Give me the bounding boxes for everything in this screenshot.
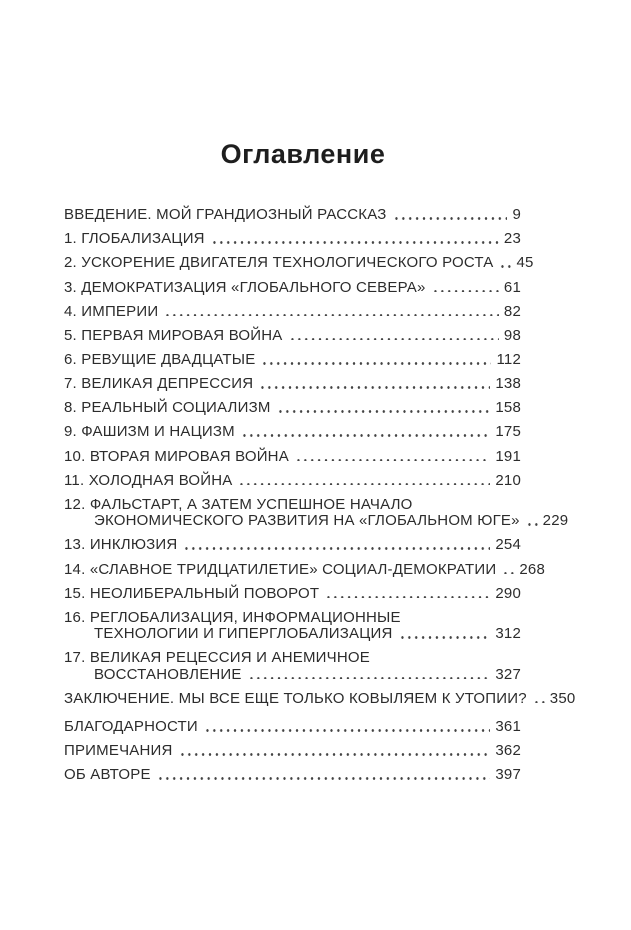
toc-list: [64, 199, 576, 784]
toc-entry: [64, 296, 521, 320]
toc-entry-label: 15. НЕОЛИБЕРАЛЬНЫЙ ПОВОРОТ: [64, 584, 320, 602]
toc-page-number: 158: [495, 399, 521, 417]
toc-entry: [64, 735, 521, 759]
toc-entry-line: [64, 553, 545, 578]
toc-entry: [64, 392, 521, 416]
toc-entry-line: [64, 199, 521, 223]
toc-page-number: 23: [503, 230, 521, 248]
toc-entry-line: [64, 247, 534, 272]
toc-leader-dots: [204, 729, 491, 732]
toc-entry-label: 12. ФАЛЬСТАРТ, А ЗАТЕМ УСПЕШНОЕ НАЧАЛО: [64, 495, 413, 513]
toc-entry-line: [64, 578, 521, 602]
toc-entry: [64, 529, 521, 553]
toc-leader-dots: [399, 636, 491, 639]
toc-leader-dots: [179, 753, 491, 756]
toc-page-number: 175: [495, 423, 521, 441]
toc-entry-label: ВВЕДЕНИЕ. МОЙ ГРАНДИОЗНЫЙ РАССКАЗ: [64, 206, 387, 224]
toc-entry: [64, 707, 521, 735]
toc-entry-label: 9. ФАШИЗМ И НАЦИЗМ: [64, 423, 235, 441]
toc-entry: [64, 344, 521, 368]
toc-leader-dots: [432, 290, 499, 293]
toc-entry-line: [64, 465, 521, 489]
toc-entry-label: 10. ВТОРАЯ МИРОВАЯ ВОЙНА: [64, 447, 289, 465]
toc-entry-label: ВОССТАНОВЛЕНИЕ: [94, 665, 242, 683]
toc-leader-dots: [261, 362, 491, 365]
toc-entry-line: [64, 271, 521, 295]
toc-page-number: 350: [549, 689, 576, 707]
toc-entry-label: 6. РЕВУЩИЕ ДВАДЦАТЫЕ: [64, 350, 256, 368]
toc-leader-dots: [157, 777, 491, 780]
toc-entry: [64, 247, 534, 272]
toc-leader-dots: [259, 386, 490, 389]
toc-page-number: 112: [496, 350, 521, 368]
toc-page-number: 312: [495, 625, 521, 643]
toc-entry-label: ПРИМЕЧАНИЯ: [64, 742, 173, 760]
toc-leader-dots: [526, 523, 538, 526]
toc-entry-label: 4. ИМПЕРИИ: [64, 302, 159, 320]
toc-leader-dots: [325, 596, 490, 599]
toc-entry: [64, 223, 521, 247]
toc-entry: [64, 489, 569, 530]
toc-entry-line: [64, 344, 521, 368]
toc-page-number: 138: [495, 375, 521, 393]
toc-entry: [64, 759, 521, 783]
toc-entry-label: 17. ВЕЛИКАЯ РЕЦЕССИЯ И АНЕМИЧНОЕ: [64, 649, 370, 667]
toc-entry-label: 3. ДЕМОКРАТИЗАЦИЯ «ГЛОБАЛЬНОГО СЕВЕРА»: [64, 278, 426, 296]
toc-entry-line: [64, 392, 521, 416]
toc-entry: [64, 368, 521, 392]
toc-leader-dots: [295, 459, 490, 462]
toc-leader-dots: [277, 410, 491, 413]
toc-entry: [64, 465, 521, 489]
toc-leader-dots: [499, 265, 511, 268]
toc-page-number: 268: [519, 560, 545, 578]
toc-leader-dots: [238, 483, 490, 486]
toc-page-number: 290: [495, 584, 521, 602]
toc-page-number: 191: [495, 447, 521, 465]
toc-entry-label: 13. ИНКЛЮЗИЯ: [64, 536, 178, 554]
toc-entry: [64, 440, 521, 464]
toc-entry-label: 5. ПЕРВАЯ МИРОВАЯ ВОЙНА: [64, 326, 283, 344]
toc-entry-continuation-line: [64, 512, 569, 530]
toc-entry-line: [64, 707, 521, 735]
toc-entry-label: БЛАГОДАРНОСТИ: [64, 717, 198, 735]
toc-leader-dots: [289, 338, 499, 341]
toc-page-number: 397: [495, 766, 521, 784]
toc-entry: [64, 553, 545, 578]
toc-entry-continuation-line: [64, 626, 521, 642]
toc-leader-dots: [393, 217, 508, 220]
toc-entry: [64, 683, 576, 707]
toc-entry: [64, 602, 521, 643]
toc-entry: [64, 199, 521, 223]
toc-page-number: 229: [542, 512, 569, 530]
toc-entry: [64, 320, 521, 344]
toc-entry-line: [64, 296, 521, 320]
toc-entry-label: ТЕХНОЛОГИИ И ГИПЕРГЛОБАЛИЗАЦИЯ: [94, 625, 393, 643]
toc-entry-label: 2. УСКОРЕНИЕ ДВИГАТЕЛЯ ТЕХНОЛОГИЧЕСКОГО РОСТА: [64, 254, 494, 272]
toc-leader-dots: [183, 547, 490, 550]
toc-entry-label: 16. РЕГЛОБАЛИЗАЦИЯ, ИНФОРМАЦИОННЫЕ: [64, 608, 401, 626]
toc-entry-label: 11. ХОЛОДНАЯ ВОЙНА: [64, 471, 233, 489]
toc-entry-label: 8. РЕАЛЬНЫЙ СОЦИАЛИЗМ: [64, 399, 271, 417]
toc-page-number: 45: [516, 254, 534, 272]
toc-page-number: 361: [495, 717, 521, 735]
toc-leader-dots: [533, 701, 545, 704]
toc-entry-label: ОБ АВТОРЕ: [64, 766, 151, 784]
toc-entry-line: [64, 529, 521, 553]
toc-leader-dots: [211, 241, 499, 244]
toc-entry-continuation-line: [64, 666, 521, 682]
toc-entry-label: 14. «СЛАВНОЕ ТРИДЦАТИЛЕТИЕ» СОЦИАЛ-ДЕМОКРАТИИ: [64, 560, 497, 578]
toc-page-number: 210: [495, 471, 521, 489]
toc-entry-line: [64, 440, 521, 464]
toc-leader-dots: [164, 314, 499, 317]
toc-leader-dots: [248, 677, 491, 680]
toc-entry-line: [64, 416, 521, 440]
toc-entry-line: [64, 368, 521, 392]
toc-entry-line: [64, 223, 521, 247]
toc-page-number: 362: [495, 742, 521, 760]
toc-entry-line: [64, 642, 521, 666]
toc-page-number: 82: [503, 302, 521, 320]
toc-entry-line: [64, 735, 521, 759]
toc-entry: [64, 642, 521, 683]
toc-entry-label: ЭКОНОМИЧЕСКОГО РАЗВИТИЯ НА «ГЛОБАЛЬНОМ ЮГЕ»: [94, 512, 520, 530]
toc-entry: [64, 578, 521, 602]
toc-entry-line: [64, 320, 521, 344]
toc-entry-label: ЗАКЛЮЧЕНИЕ. МЫ ВСЕ ЕЩЕ ТОЛЬКО КОВЫЛЯЕМ К УТОПИИ?: [64, 689, 527, 707]
toc-page-number: 254: [495, 536, 521, 554]
toc-leader-dots: [241, 434, 491, 437]
toc-page-number: 61: [503, 278, 521, 296]
toc-entry-line: [64, 602, 521, 626]
toc-page-number: 9: [512, 206, 521, 224]
toc-entry-line: [64, 759, 521, 783]
toc-entry-label: 7. ВЕЛИКАЯ ДЕПРЕССИЯ: [64, 375, 254, 393]
toc-entry-line: [64, 683, 576, 707]
toc-entry: [64, 271, 521, 295]
toc-page-number: 98: [503, 326, 521, 344]
toc-leader-dots: [502, 572, 514, 575]
toc-page-number: 327: [495, 665, 521, 683]
toc-entry-label: 1. ГЛОБАЛИЗАЦИЯ: [64, 230, 205, 248]
page-title: Оглавление: [220, 139, 386, 169]
toc-entry: [64, 416, 521, 440]
toc-entry-line: [64, 489, 521, 513]
